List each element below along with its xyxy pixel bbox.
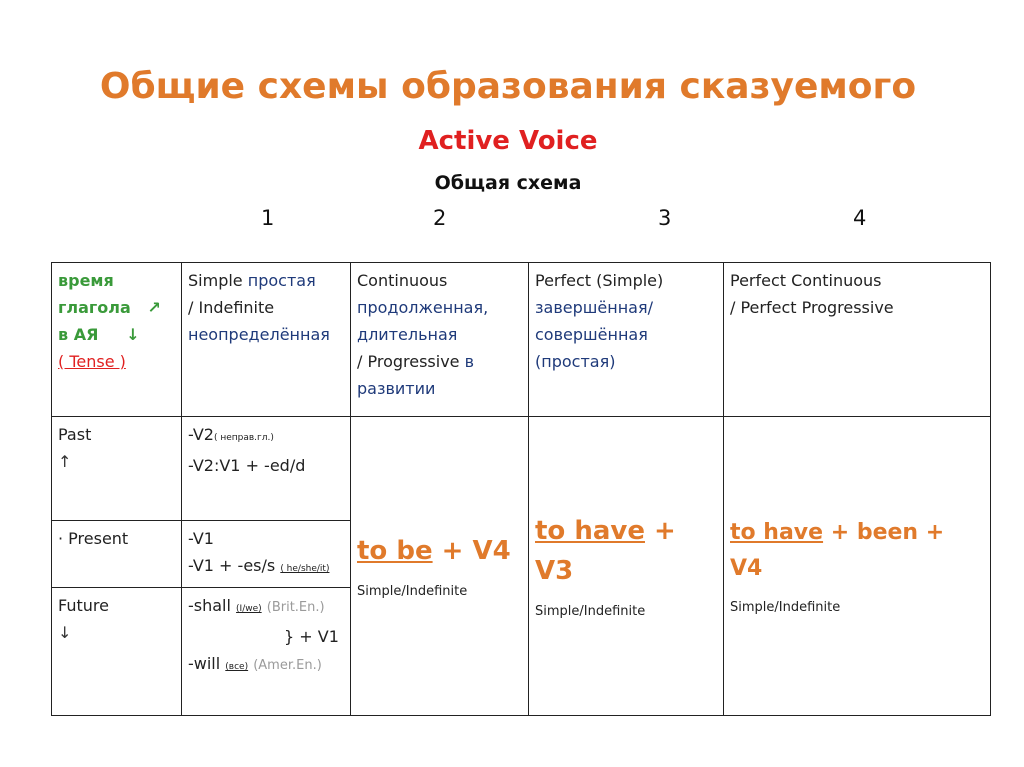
perfect-continuous-formula-cell <box>724 417 991 716</box>
future-will: -will <box>188 654 221 673</box>
past-simple-cell <box>182 417 351 521</box>
future-label: Future <box>58 596 109 615</box>
arrow-down-icon: ↓ <box>58 623 72 642</box>
present-simple-cell <box>182 521 351 588</box>
present-es-s: -V1 + -es/s <box>188 556 276 575</box>
simple-ru: простая <box>247 271 316 290</box>
continuous-formula-cell <box>351 417 529 716</box>
column-number-1: 1 <box>261 206 275 230</box>
past-label: Past <box>58 425 92 444</box>
tense-word-3: в АЯ ↓ <box>58 325 140 344</box>
future-simple-cell <box>182 588 351 716</box>
perfect-ru-1: завершённая/ <box>535 298 653 317</box>
perfect-continuous-en: Perfect Continuous <box>730 271 882 290</box>
arrow-up-right-icon: ↗ <box>147 298 161 317</box>
column-number-3: 3 <box>658 206 672 230</box>
present-label: · Present <box>58 529 129 548</box>
perfect-formula-cell <box>529 417 724 716</box>
indefinite-ru: неопределённая <box>188 325 330 344</box>
past-label-cell <box>52 417 182 521</box>
tense-word-2: глагола ↗ <box>58 298 161 317</box>
future-label-cell <box>52 588 182 716</box>
past-irregular-note: ( неправ.гл.) <box>213 433 274 443</box>
active-voice-subtitle: Active Voice <box>418 126 598 156</box>
future-amer-note: (Amer.En.) <box>253 658 322 673</box>
arrow-up-icon: ↑ <box>58 452 72 471</box>
page-title: Общие схемы образования сказуемого <box>99 66 917 107</box>
continuous-header-cell <box>351 263 529 417</box>
perfect-note: Simple/Indefinite <box>535 604 646 619</box>
indefinite-en: / Indefinite <box>188 298 275 317</box>
present-v1: -V1 <box>188 529 214 548</box>
present-label-cell <box>52 521 182 588</box>
tense-en-label: ( Tense ) <box>58 352 126 371</box>
tense-table <box>51 262 991 716</box>
perfect-continuous-header-cell <box>724 263 991 417</box>
perfect-ru-3: (простая) <box>535 352 616 371</box>
continuous-formula: to be + V4 <box>357 536 511 566</box>
future-shall: -shall <box>188 596 231 615</box>
continuous-note: Simple/Indefinite <box>357 584 468 599</box>
past-regular: -V2:V1 + -ed/d <box>188 456 306 475</box>
continuous-en: Continuous <box>357 271 448 290</box>
simple-en: Simple <box>188 271 243 290</box>
progressive-en: / Progressive <box>357 352 460 371</box>
future-brit-note: (Brit.En.) <box>266 600 325 615</box>
column-number-2: 2 <box>433 206 447 230</box>
progressive-ru-1: в <box>464 352 475 371</box>
scheme-label: Общая схема <box>434 172 582 194</box>
tense-header-cell <box>52 263 182 417</box>
table-row-past <box>52 417 991 521</box>
perfect-en: Perfect (Simple) <box>535 271 664 290</box>
present-pronoun-note: ( he/she/it) <box>280 564 330 574</box>
tense-word-1: время <box>58 271 114 290</box>
column-number-4: 4 <box>853 206 867 230</box>
future-brace-v1: } + V1 <box>284 627 339 646</box>
table-header-row <box>52 263 991 417</box>
arrow-down-icon: ↓ <box>126 325 140 344</box>
perfect-continuous-formula: to have + been + V4 <box>730 520 945 581</box>
future-will-note: (все) <box>225 662 249 672</box>
continuous-ru-2: длительная <box>357 325 458 344</box>
progressive-ru-2: развитии <box>357 379 436 398</box>
perfect-header-cell <box>529 263 724 417</box>
perfect-continuous-note: Simple/Indefinite <box>730 600 841 615</box>
perfect-progressive-en: / Perfect Progressive <box>730 298 894 317</box>
future-shall-note: (I/we) <box>236 604 262 614</box>
past-v2: -V2 <box>188 425 214 444</box>
simple-header-cell <box>182 263 351 417</box>
perfect-formula: to have + V3 <box>535 516 676 586</box>
perfect-ru-2: совершённая <box>535 325 648 344</box>
continuous-ru-1: продолженная, <box>357 298 489 317</box>
